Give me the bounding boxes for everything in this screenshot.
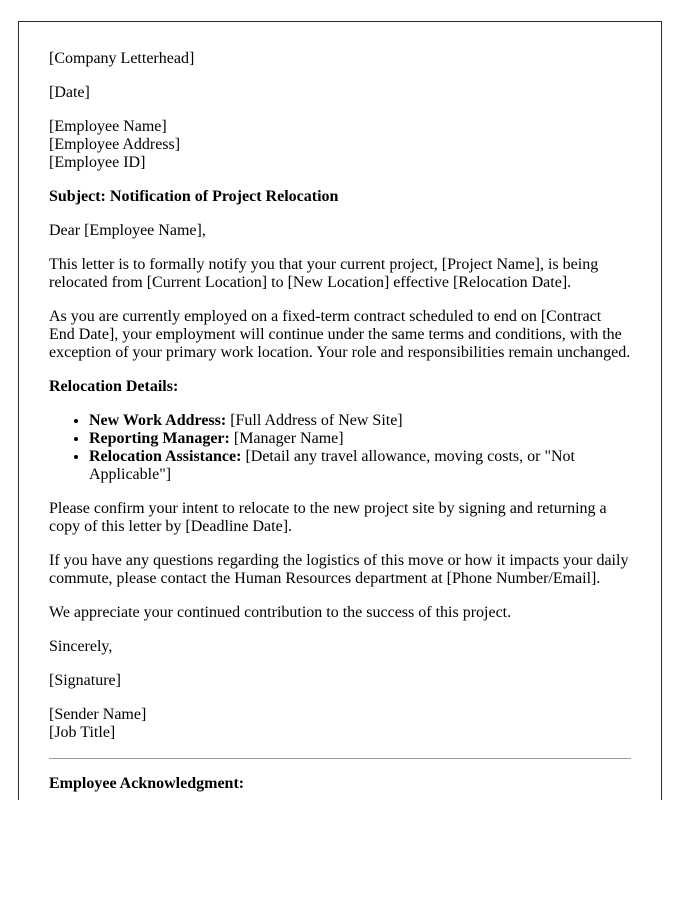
relocation-details-list: [49, 412, 631, 484]
detail-new-work-address: [89, 412, 631, 430]
sender-job-title: [Job Title]: [49, 724, 116, 741]
salutation: Dear [Employee Name],: [49, 222, 206, 239]
signature-placeholder: [Signature]: [49, 672, 121, 689]
date-line: [Date]: [49, 84, 90, 101]
paragraph-questions: If you have any questions regarding the logistics of this move or how it impacts your daily commute, please contact the Human Resources department at [Phone Number/Email].: [49, 552, 629, 587]
employee-acknowledgment-heading: Employee Acknowledgment:: [49, 775, 245, 792]
detail-reporting-manager: [89, 430, 631, 448]
detail-label: New Work Address:: [89, 412, 227, 429]
recipient-block: [49, 118, 631, 172]
detail-value: [Manager Name]: [229, 430, 344, 447]
letter-page: [18, 21, 662, 800]
paragraph-thanks: We appreciate your continued contribution to the success of this project.: [49, 604, 512, 621]
company-letterhead: [Company Letterhead]: [49, 50, 195, 67]
detail-value: [Detail any travel allowance, moving costs, or "Not Applicable"]: [89, 448, 575, 483]
subject-line: Subject: Notification of Project Relocation: [49, 188, 339, 205]
sender-name: [Sender Name]: [49, 706, 147, 723]
paragraph-intro: This letter is to formally notify you that your current project, [Project Name], is being relocated from [Current Location] to [New Location] effective [Relocation Date].: [49, 256, 599, 291]
paragraph-confirm: Please confirm your intent to relocate to the new project site by signing and returning a copy of this letter by [Deadline Date].: [49, 500, 607, 535]
sender-block: [49, 706, 631, 742]
detail-label: Relocation Assistance:: [89, 448, 242, 465]
detail-relocation-assistance: [89, 448, 631, 484]
acknowledgment-divider: [49, 758, 631, 759]
detail-value: [Full Address of New Site]: [226, 412, 403, 429]
relocation-details-heading: Relocation Details:: [49, 378, 179, 395]
closing: Sincerely,: [49, 638, 113, 655]
detail-label: Reporting Manager:: [89, 430, 230, 447]
recipient-id: [Employee ID]: [49, 154, 146, 171]
recipient-address: [Employee Address]: [49, 136, 181, 153]
recipient-name: [Employee Name]: [49, 118, 167, 135]
paragraph-contract-terms: As you are currently employed on a fixed-term contract scheduled to end on [Contract End Date], your employment will continue under the same terms and conditions, with the exception of your primary work location. Your role and responsibilities remain unchanged.: [49, 308, 631, 361]
